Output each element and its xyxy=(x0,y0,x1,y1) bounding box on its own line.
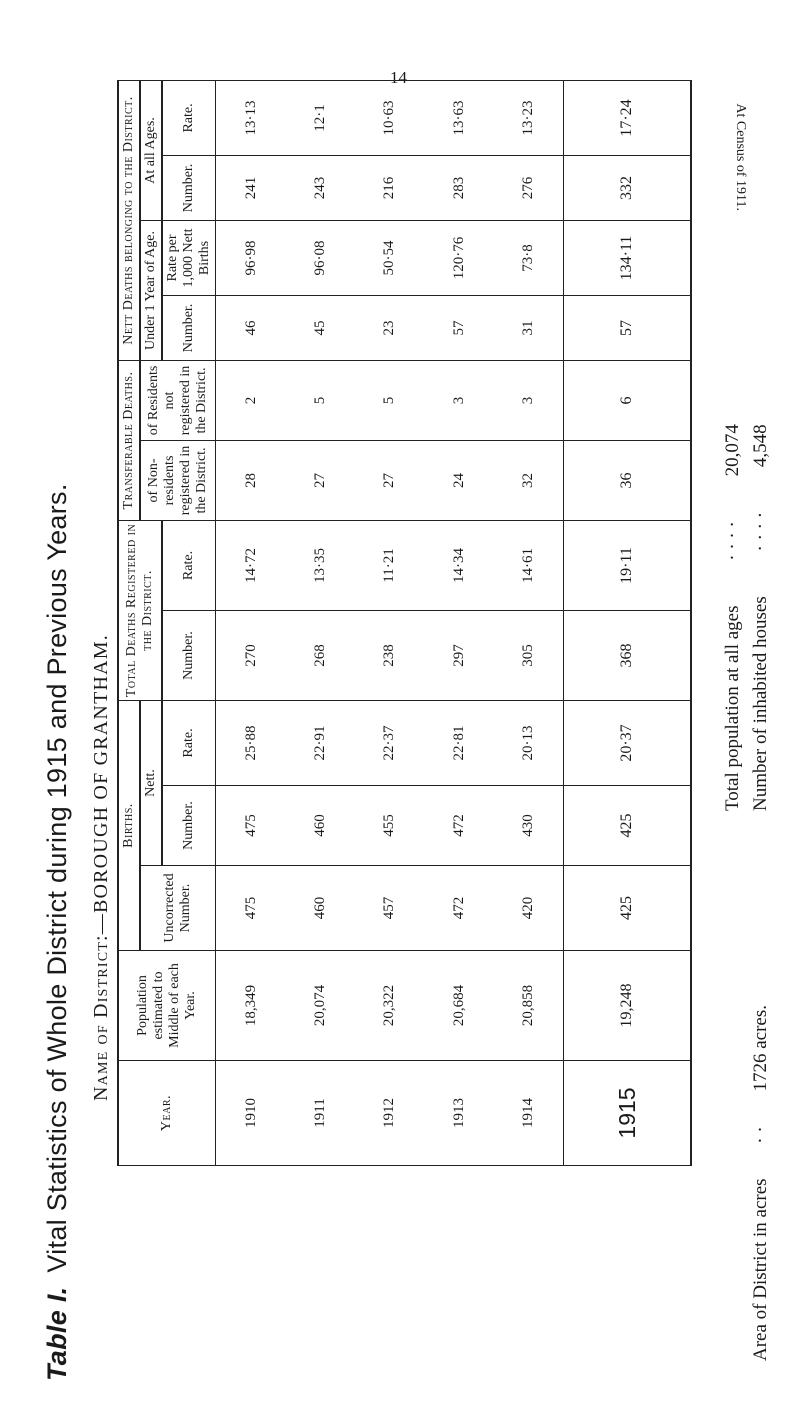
header-total-deaths: Total Deaths Registered in the District. xyxy=(118,520,162,700)
area-note xyxy=(750,1005,772,1361)
houses-value: 4,548 xyxy=(750,424,771,468)
td-rate-cell: 14·72 xyxy=(216,520,286,610)
population-cell: 20,322 xyxy=(355,951,424,1061)
header-aa-number: Number. xyxy=(162,155,216,220)
residents-not-cell: 2 xyxy=(216,360,286,440)
u1-number-cell: 57 xyxy=(424,295,493,360)
area-dots: · · xyxy=(750,1126,771,1144)
census-note: At Census of 1911. xyxy=(733,103,748,211)
residents-not-cell: 5 xyxy=(355,360,424,440)
births-nett-cell: 455 xyxy=(355,786,424,866)
aa-rate-cell: 13·23 xyxy=(494,80,564,155)
page-number: 14 xyxy=(390,68,407,87)
births-rate-cell: 25·88 xyxy=(216,701,286,786)
table-number: Table I. xyxy=(42,1286,72,1381)
table-row xyxy=(355,80,424,1165)
non-residents-cell: 27 xyxy=(286,440,355,520)
header-population: Population estimated to Middle of each Year. xyxy=(118,951,216,1061)
residents-not-cell: 3 xyxy=(424,360,493,440)
population-cell: 19,248 xyxy=(564,951,691,1061)
td-rate-cell: 19·11 xyxy=(564,520,691,610)
births-rate-cell: 20·13 xyxy=(494,701,564,786)
u1-rate-cell: 50·54 xyxy=(355,220,424,295)
header-year: Year. xyxy=(118,1061,216,1166)
residents-not-cell: 3 xyxy=(494,360,564,440)
births-nett-cell: 472 xyxy=(424,786,493,866)
td-number-cell: 368 xyxy=(564,611,691,701)
houses-dots: · · · · xyxy=(750,511,771,552)
u1-number-cell: 23 xyxy=(355,295,424,360)
births-nett-cell: 460 xyxy=(286,786,355,866)
u1-number-cell: 45 xyxy=(286,295,355,360)
population-cell: 18,349 xyxy=(216,951,286,1061)
population-value: 20,074 xyxy=(722,424,743,477)
population-cell: 20,858 xyxy=(494,951,564,1061)
td-rate-cell: 11·21 xyxy=(355,520,424,610)
title-text: Vital Statistics of Whole District during 1915 and Previous Years. xyxy=(42,483,72,1273)
header-births-uncorrected: Uncorrected Number. xyxy=(140,866,216,951)
table-row xyxy=(494,80,564,1165)
header-non-residents: of Non-residents registered in the District. xyxy=(140,440,216,520)
non-residents-cell: 36 xyxy=(564,440,691,520)
header-u1-rate: Rate per 1,000 Nett Births xyxy=(162,220,216,295)
u1-rate-cell: 73·8 xyxy=(494,220,564,295)
year-cell: 1914 xyxy=(494,1061,564,1166)
td-number-cell: 238 xyxy=(355,611,424,701)
header-nett-deaths: Nett Deaths belonging to the District. xyxy=(118,80,140,360)
births-nett-cell: 425 xyxy=(564,786,691,866)
td-rate-cell: 14·34 xyxy=(424,520,493,610)
header-aa-rate: Rate. xyxy=(162,80,216,155)
header-td-rate: Rate. xyxy=(162,520,216,610)
population-cell: 20,074 xyxy=(286,951,355,1061)
year-cell: 1913 xyxy=(424,1061,493,1166)
population-label: Total population at all ages xyxy=(722,605,743,811)
births-uncorrected-cell: 457 xyxy=(355,866,424,951)
header-births-number: Number. xyxy=(162,786,216,866)
births-uncorrected-cell: 420 xyxy=(494,866,564,951)
header-births-rate: Rate. xyxy=(162,701,216,786)
births-rate-cell: 22·91 xyxy=(286,701,355,786)
table-row xyxy=(286,80,355,1165)
aa-rate-cell: 10·63 xyxy=(355,80,424,155)
header-u1-number: Number. xyxy=(162,295,216,360)
header-all-ages: At all Ages. xyxy=(140,80,162,220)
residents-not-cell: 5 xyxy=(286,360,355,440)
header-transferable-deaths: Transferable Deaths. xyxy=(118,360,140,520)
area-value: 1726 acres. xyxy=(750,1005,771,1092)
u1-rate-cell: 134·11 xyxy=(564,220,691,295)
u1-rate-cell: 96·98 xyxy=(216,220,286,295)
header-residents-not: of Residents not registered in the District. xyxy=(140,360,216,440)
population-cell: 20,684 xyxy=(424,951,493,1061)
page-title xyxy=(42,483,73,1381)
td-number-cell: 297 xyxy=(424,611,493,701)
births-uncorrected-cell: 472 xyxy=(424,866,493,951)
district-name: Name of District:—BOROUGH OF GRANTHAM. xyxy=(90,634,112,1101)
births-rate-cell: 22·81 xyxy=(424,701,493,786)
td-number-cell: 305 xyxy=(494,611,564,701)
u1-number-cell: 46 xyxy=(216,295,286,360)
aa-number-cell: 283 xyxy=(424,155,493,220)
aa-rate-cell: 13·63 xyxy=(424,80,493,155)
aa-rate-cell: 13·13 xyxy=(216,80,286,155)
table-row xyxy=(564,80,691,1165)
births-nett-cell: 475 xyxy=(216,786,286,866)
aa-number-cell: 216 xyxy=(355,155,424,220)
non-residents-cell: 28 xyxy=(216,440,286,520)
non-residents-cell: 24 xyxy=(424,440,493,520)
area-label: Area of District in acres xyxy=(750,1178,771,1361)
header-under-one-year: Under 1 Year of Age. xyxy=(140,220,162,360)
population-dots: · · · · xyxy=(722,521,743,561)
td-rate-cell: 13·35 xyxy=(286,520,355,610)
year-cell: 1912 xyxy=(355,1061,424,1166)
vital-statistics-table xyxy=(117,80,692,1166)
houses-label: Number of inhabited houses xyxy=(750,596,771,811)
header-td-number: Number. xyxy=(162,611,216,701)
year-cell: 1910 xyxy=(216,1061,286,1166)
table-row xyxy=(424,80,493,1165)
td-number-cell: 268 xyxy=(286,611,355,701)
td-number-cell: 270 xyxy=(216,611,286,701)
u1-rate-cell: 96·08 xyxy=(286,220,355,295)
aa-number-cell: 276 xyxy=(494,155,564,220)
u1-number-cell: 31 xyxy=(494,295,564,360)
aa-rate-cell: 17·24 xyxy=(564,80,691,155)
births-uncorrected-cell: 460 xyxy=(286,866,355,951)
population-note xyxy=(722,424,744,811)
u1-rate-cell: 120·76 xyxy=(424,220,493,295)
houses-note xyxy=(750,424,772,811)
aa-number-cell: 241 xyxy=(216,155,286,220)
births-rate-cell: 20·37 xyxy=(564,701,691,786)
header-births-nett: Nett. xyxy=(140,701,162,866)
td-rate-cell: 14·61 xyxy=(494,520,564,610)
aa-number-cell: 332 xyxy=(564,155,691,220)
table-row xyxy=(216,80,286,1165)
births-nett-cell: 430 xyxy=(494,786,564,866)
header-births: Births. xyxy=(118,701,140,951)
births-uncorrected-cell: 425 xyxy=(564,866,691,951)
year-cell: 1915 xyxy=(564,1061,691,1166)
aa-number-cell: 243 xyxy=(286,155,355,220)
births-rate-cell: 22·37 xyxy=(355,701,424,786)
u1-number-cell: 57 xyxy=(564,295,691,360)
aa-rate-cell: 12·1 xyxy=(286,80,355,155)
births-uncorrected-cell: 475 xyxy=(216,866,286,951)
non-residents-cell: 27 xyxy=(355,440,424,520)
non-residents-cell: 32 xyxy=(494,440,564,520)
year-cell: 1911 xyxy=(286,1061,355,1166)
residents-not-cell: 6 xyxy=(564,360,691,440)
